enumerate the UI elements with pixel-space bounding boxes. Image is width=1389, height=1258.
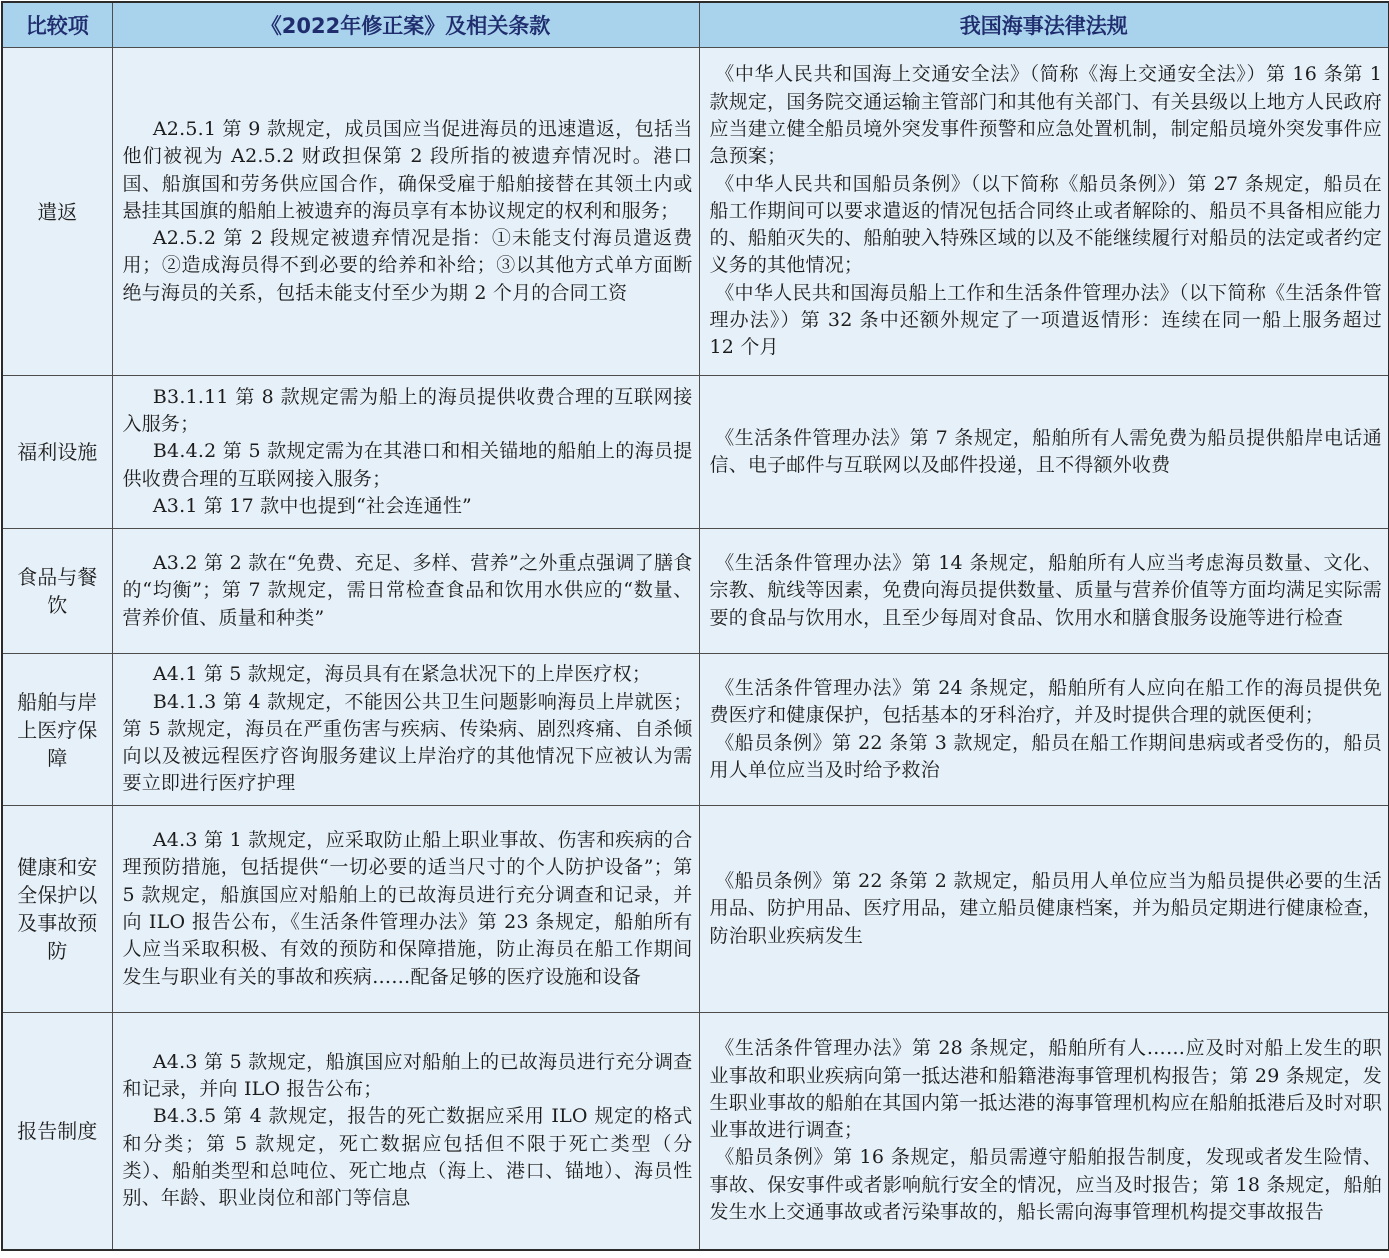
amendment-paragraph: B3.1.11 第 8 款规定需为船上的海员提供收费合理的互联网接入服务；: [122, 385, 693, 436]
table-row: [2, 654, 1389, 806]
china-law-paragraph: 《生活条件管理办法》第 7 条规定，船舶所有人需免费为船员提供船岸电话通信、电子邮件与互联网以及邮件投递，且不得额外收费: [709, 426, 1382, 476]
amendment-paragraph: A4.1 第 5 款规定，海员具有在紧急状况下的上岸医疗权；: [152, 663, 652, 686]
table-row: [2, 1013, 1389, 1250]
china-law-paragraph: 《船员条例》第 16 条规定，船员需遵守船舶报告制度，发现或者发生险情、事故、保安事件或者影响航行安全的情况，应当及时报告；第 18 条规定，船舶发生水上交通事故或者污染事故的，船长需向海事管理机构提交事故报告: [709, 1146, 1382, 1223]
header-china-law: 我国海事法律法规: [699, 2, 1389, 48]
amendment-paragraph: A2.5.1 第 9 款规定，成员国应当促进海员的迅速遣返，包括当他们被视为 A2.5.2 财政担保第 2 段所指的被遗弃情况时。港口国、船旗国和劳务供应国合作，确保受雇于船舶接替在其领土内或悬挂其国旗的船舶上被遗弃的海员享有本协议规定的权利和服务；: [122, 117, 693, 222]
china-law-paragraph: 《生活条件管理办法》第 14 条规定，船舶所有人应当考虑海员数量、文化、宗教、航线等因素，免费向海员提供数量、质量与营养价值等方面均满足实际需要的食品与饮用水，且至少每周对食品、饮用水和膳食服务设施等进行检查: [709, 552, 1382, 629]
amendment-cell: [112, 529, 699, 654]
amendment-paragraph: B4.3.5 第 4 款规定，报告的死亡数据应采用 ILO 规定的格式和分类；第 5 款规定，死亡数据应包括但不限于死亡类型（分类）、船舶类型和总吨位、死亡地点（海上、港口、锚地）、海员性别、年龄、职业岗位和部门等信息: [122, 1105, 693, 1210]
amendment-paragraph: B4.1.3 第 4 款规定，不能因公共卫生问题影响海员上岸就医；第 5 款规定，海员在严重伤害与疾病、传染病、剧烈疼痛、自杀倾向以及被远程医疗咨询服务建议上岸治疗的其他情况下应被认为需要立即进行医疗护理: [122, 690, 693, 795]
row-label-repatriation: 遣返: [2, 48, 112, 376]
table-header-row: [2, 2, 1389, 48]
amendment-paragraph: A2.5.2 第 2 段规定被遗弃情况是指：①未能支付海员遣返费用；②造成海员得不到必要的给养和补给；③以其他方式单方面断绝与海员的关系，包括未能支付至少为期 2 个月的合同工资: [122, 227, 693, 304]
amendment-paragraph: A3.1 第 17 款中也提到“社会连通性”: [152, 494, 472, 517]
row-label-medical-care: 船舶与岸上医疗保障: [2, 654, 112, 806]
amendment-cell: [112, 1013, 699, 1250]
china-law-cell: [699, 376, 1389, 529]
china-law-paragraph: 《船员条例》第 22 条第 3 款规定，船员在船工作期间患病或者受伤的，船员用人单位应当及时给予救治: [709, 731, 1382, 781]
china-law-paragraph: 《生活条件管理办法》第 28 条规定，船舶所有人……应及时对船上发生的职业事故和职业疾病向第一抵达港和船籍港海事管理机构报告；第 29 条规定，发生职业事故的船舶在其国内第一抵达港的海事管理机构应在船舶抵港后及时对职业事故进行调查；: [709, 1037, 1382, 1142]
amendment-paragraph: A4.3 第 5 款规定，船旗国应对船舶上的已故海员进行充分调查和记录，并向 ILO 报告公布；: [122, 1050, 693, 1101]
china-law-cell: [699, 654, 1389, 806]
row-label-health-safety: 健康和安全保护以及事故预防: [2, 806, 112, 1013]
header-comparison-item: 比较项: [2, 2, 112, 48]
china-law-paragraph: 《生活条件管理办法》第 24 条规定，船舶所有人应向在船工作的海员提供免费医疗和健康保护，包括基本的牙科治疗，并及时提供合理的就医便利；: [709, 676, 1382, 727]
amendment-cell: [112, 376, 699, 529]
amendment-cell: [112, 654, 699, 806]
amendment-paragraph: A3.2 第 2 款在“免费、充足、多样、营养”之外重点强调了膳食的“均衡”；第 7 款规定，需日常检查食品和饮用水供应的“数量、营养价值、质量和种类”: [122, 552, 693, 629]
table-row: [2, 529, 1389, 654]
china-law-paragraph: 《船员条例》第 22 条第 2 款规定，船员用人单位应当为船员提供必要的生活用品、防护用品、医疗用品，建立船员健康档案，并为船员定期进行健康检查，防治职业疾病发生: [709, 870, 1382, 947]
china-law-cell: [699, 1013, 1389, 1250]
row-label-welfare-facilities: 福利设施: [2, 376, 112, 529]
china-law-cell: [699, 806, 1389, 1013]
row-label-reporting-system: 报告制度: [2, 1013, 112, 1250]
china-law-cell: [699, 48, 1389, 376]
row-label-food-catering: 食品与餐饮: [2, 529, 112, 654]
amendment-cell: [112, 806, 699, 1013]
comparison-table: [1, 1, 1389, 1251]
table-row: [2, 48, 1389, 376]
amendment-cell: [112, 48, 699, 376]
table-row: [2, 376, 1389, 529]
china-law-cell: [699, 529, 1389, 654]
amendment-paragraph: B4.4.2 第 5 款规定需为在其港口和相关锚地的船舶上的海员提供收费合理的互联网接入服务；: [122, 440, 693, 490]
china-law-paragraph: 《中华人民共和国海上交通安全法》（简称《海上交通安全法》）第 16 条第 1 款规定，国务院交通运输主管部门和其他有关部门、有关县级以上地方人民政府应当建立健全船员境外突发事件预警和应急处置机制，制定船员境外突发事件应急预案；: [709, 63, 1382, 168]
amendment-paragraph: A4.3 第 1 款规定，应采取防止船上职业事故、伤害和疾病的合理预防措施，包括提供“一切必要的适当尺寸的个人防护设备”；第 5 款规定，船旗国应对船舶上的已故海员进行充分调查和记录，并向 ILO 报告公布，《生活条件管理办法》第 23 条规定，船舶所有人应当采取积极、有效的预防和保障措施，防止海员在船工作期间发生与职业有关的事故和疾病……配备足够的医疗设施和设备: [122, 829, 693, 988]
china-law-paragraph: 《中华人民共和国海员船上工作和生活条件管理办法》（以下简称《生活条件管理办法》）第 32 条中还额外规定了一项遣返情形：连续在同一船上服务超过 12 个月: [709, 281, 1382, 359]
header-amendment: 《2022年修正案》及相关条款: [112, 2, 699, 48]
table-row: [2, 806, 1389, 1013]
china-law-paragraph: 《中华人民共和国船员条例》（以下简称《船员条例》）第 27 条规定，船员在船工作期间可以要求遣返的情况包括合同终止或者解除的、船员不具备相应能力的、船舶灭失的、船舶驶入特殊区域的以及不能继续履行对船员的法定或者约定义务的其他情况；: [709, 172, 1382, 277]
